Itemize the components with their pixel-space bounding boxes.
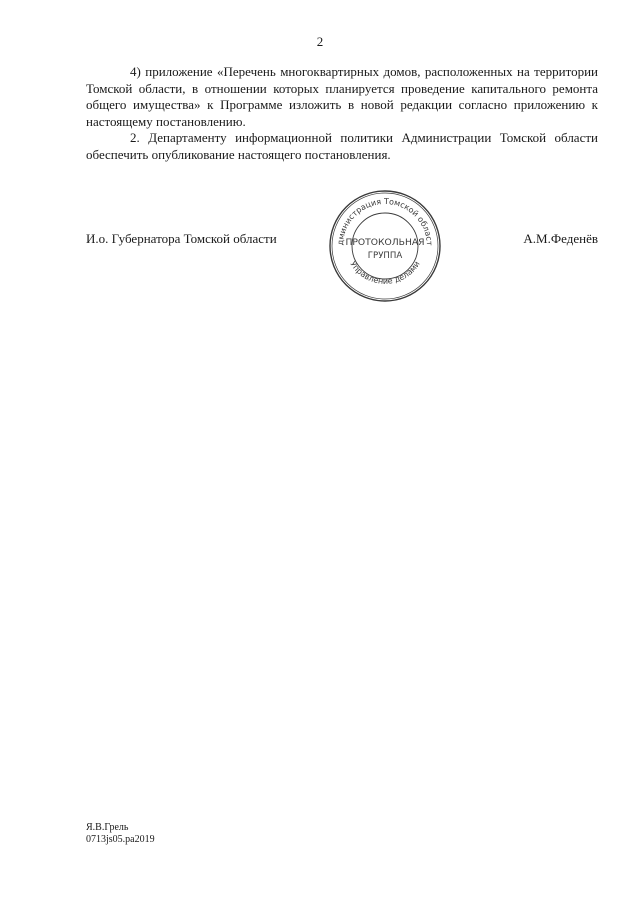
page-number: 2 [316,34,324,49]
signer-title: И.о. Губернатора Томской области [86,231,277,246]
footer-author: Я.В.Грель [86,822,129,833]
stamp-bottom-text: Управление делами [348,259,422,286]
stamp-center-line-2: ГРУППА [367,251,403,261]
stamp-seal-icon [326,187,444,305]
paragraph-publication: 2. Департаменту информационной политики Администрации Томской области обеспечить опубликование настоящего постановления. [86,130,598,162]
paragraph-annex: 4) приложение «Перечень многоквартирных домов, расположенных на территории Томской области, в отношении которых планируется проведение капитального ремонта общего имущества» к Программе изложить в новой редакции согласно приложению к настоящему постановлению. [86,64,598,129]
stamp-outer-text: дминистрация Томской област [335,196,435,246]
signer-name: А.М.Феденёв [523,231,598,246]
footer-notes [86,822,155,846]
stamp-center-line-1: ПРОТОКОЛЬНАЯ [345,237,425,248]
document-body [86,64,598,163]
official-stamp [326,187,444,305]
footer-code: 0713js05.pa2019 [86,834,155,845]
